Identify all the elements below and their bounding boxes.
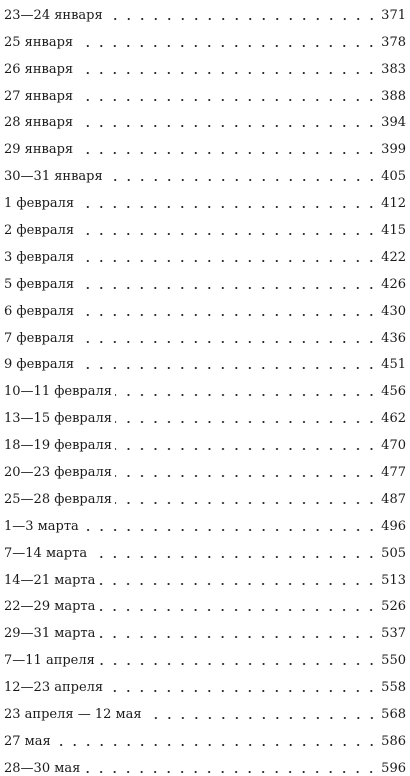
dot-leader xyxy=(76,115,378,130)
toc-entry[interactable] xyxy=(0,453,410,480)
toc-entry-page: 596 xyxy=(378,761,410,776)
toc-entry-title: 6 февраля xyxy=(0,304,77,319)
toc-entry[interactable] xyxy=(0,507,410,534)
toc-entry-title: 30—31 января xyxy=(0,169,106,184)
toc-entry-title: 14—21 марта xyxy=(0,573,98,588)
dot-leader xyxy=(76,89,378,104)
dot-leader xyxy=(106,680,378,695)
toc-entry[interactable] xyxy=(0,399,410,426)
toc-entry[interactable] xyxy=(0,77,410,104)
toc-entry-title: 26 января xyxy=(0,62,76,77)
toc-entry-title: 28—30 мая xyxy=(0,761,83,776)
toc-entry-page: 412 xyxy=(378,196,410,211)
toc-entry-title: 12—23 апреля xyxy=(0,680,106,695)
toc-entry-title: 27 мая xyxy=(0,734,54,749)
dot-leader xyxy=(90,546,378,561)
toc-entry-title: 29—31 марта xyxy=(0,626,98,641)
toc-entry[interactable] xyxy=(0,157,410,184)
dot-leader xyxy=(145,707,379,722)
dot-leader xyxy=(98,626,378,641)
toc-entry[interactable] xyxy=(0,130,410,157)
toc-entry-page: 537 xyxy=(378,626,410,641)
toc-entry-title: 2 февраля xyxy=(0,223,77,238)
dot-leader xyxy=(83,761,378,776)
dot-leader xyxy=(98,573,378,588)
toc-entry-title: 10—11 февраля xyxy=(0,384,115,399)
toc-entry[interactable] xyxy=(0,426,410,453)
toc-entry-page: 436 xyxy=(378,331,410,346)
toc-entry-title: 29 января xyxy=(0,142,76,157)
toc-entry[interactable] xyxy=(0,292,410,319)
toc-entry-page: 586 xyxy=(378,734,410,749)
toc-entry[interactable] xyxy=(0,265,410,292)
toc-entry[interactable] xyxy=(0,722,410,749)
toc-entry-title: 7—14 марта xyxy=(0,546,90,561)
toc-entry[interactable] xyxy=(0,0,410,23)
toc-entry[interactable] xyxy=(0,641,410,668)
toc-entry[interactable] xyxy=(0,184,410,211)
dot-leader xyxy=(76,142,378,157)
toc-entry-title: 7 февраля xyxy=(0,331,77,346)
toc-entry[interactable] xyxy=(0,695,410,722)
toc-entry-title: 7—11 апреля xyxy=(0,653,98,668)
toc-entry-title: 18—19 февраля xyxy=(0,438,115,453)
toc-entry-page: 399 xyxy=(378,142,410,157)
toc-entry-title: 23—24 января xyxy=(0,8,106,23)
toc-entry[interactable] xyxy=(0,104,410,131)
dot-leader xyxy=(76,35,378,50)
toc-entry-page: 558 xyxy=(378,680,410,695)
toc-entry[interactable] xyxy=(0,23,410,50)
toc-entry[interactable] xyxy=(0,319,410,346)
toc-entry[interactable] xyxy=(0,50,410,77)
dot-leader xyxy=(77,223,378,238)
toc-entry-title: 1—3 марта xyxy=(0,519,82,534)
dot-leader xyxy=(106,169,378,184)
toc-entry-page: 496 xyxy=(378,519,410,534)
toc-entry-page: 513 xyxy=(378,573,410,588)
toc-entry-page: 405 xyxy=(378,169,410,184)
toc-entry-title: 20—23 февраля xyxy=(0,465,115,480)
toc-entry[interactable] xyxy=(0,668,410,695)
toc-entry[interactable] xyxy=(0,346,410,373)
dot-leader xyxy=(77,357,378,372)
toc-entry-page: 394 xyxy=(378,115,410,130)
dot-leader xyxy=(98,653,378,668)
toc-entry-page: 422 xyxy=(378,250,410,265)
dot-leader xyxy=(115,465,378,480)
toc-entry-title: 27 января xyxy=(0,89,76,104)
toc-entry-page: 378 xyxy=(378,35,410,50)
toc-entry-title: 1 февраля xyxy=(0,196,77,211)
toc-entry[interactable] xyxy=(0,534,410,561)
dot-leader xyxy=(77,304,378,319)
toc-entry[interactable] xyxy=(0,561,410,588)
toc-entry[interactable] xyxy=(0,211,410,238)
dot-leader xyxy=(54,734,378,749)
toc-entry-page: 505 xyxy=(378,546,410,561)
dot-leader xyxy=(115,438,378,453)
dot-leader xyxy=(98,599,378,614)
dot-leader xyxy=(82,519,378,534)
dot-leader xyxy=(106,8,378,23)
dot-leader xyxy=(77,277,378,292)
toc-entry-page: 477 xyxy=(378,465,410,480)
toc-entry-page: 430 xyxy=(378,304,410,319)
toc-entry-page: 388 xyxy=(378,89,410,104)
toc-entry[interactable] xyxy=(0,749,410,776)
toc-entry[interactable] xyxy=(0,480,410,507)
toc-entry-page: 456 xyxy=(378,384,410,399)
toc-entry-page: 371 xyxy=(378,8,410,23)
dot-leader xyxy=(77,331,378,346)
dot-leader xyxy=(77,250,378,265)
dot-leader xyxy=(115,492,378,507)
toc-entry-page: 470 xyxy=(378,438,410,453)
toc-entry-page: 415 xyxy=(378,223,410,238)
toc-entry-title: 23 апреля — 12 мая xyxy=(0,707,145,722)
toc-entry-page: 383 xyxy=(378,62,410,77)
toc-entry-title: 5 февраля xyxy=(0,277,77,292)
toc-entry-page: 568 xyxy=(378,707,410,722)
dot-leader xyxy=(77,196,378,211)
toc-entry-page: 526 xyxy=(378,599,410,614)
toc-entry-page: 487 xyxy=(378,492,410,507)
toc-entry[interactable] xyxy=(0,372,410,399)
toc-entry-title: 3 февраля xyxy=(0,250,77,265)
toc-entry-title: 9 февраля xyxy=(0,357,77,372)
toc-entry-title: 25—28 февраля xyxy=(0,492,115,507)
dot-leader xyxy=(115,384,378,399)
toc-entry-title: 28 января xyxy=(0,115,76,130)
toc-entry-page: 550 xyxy=(378,653,410,668)
toc-entry-page: 451 xyxy=(378,357,410,372)
toc-entry-page: 426 xyxy=(378,277,410,292)
toc-entry-title: 22—29 марта xyxy=(0,599,98,614)
toc-entry-title: 13—15 февраля xyxy=(0,411,115,426)
toc-entry[interactable] xyxy=(0,238,410,265)
dot-leader xyxy=(76,62,378,77)
toc-entry-title: 25 января xyxy=(0,35,76,50)
toc-entry-page: 462 xyxy=(378,411,410,426)
toc-entry[interactable] xyxy=(0,588,410,615)
toc-entry[interactable] xyxy=(0,614,410,641)
dot-leader xyxy=(115,411,378,426)
